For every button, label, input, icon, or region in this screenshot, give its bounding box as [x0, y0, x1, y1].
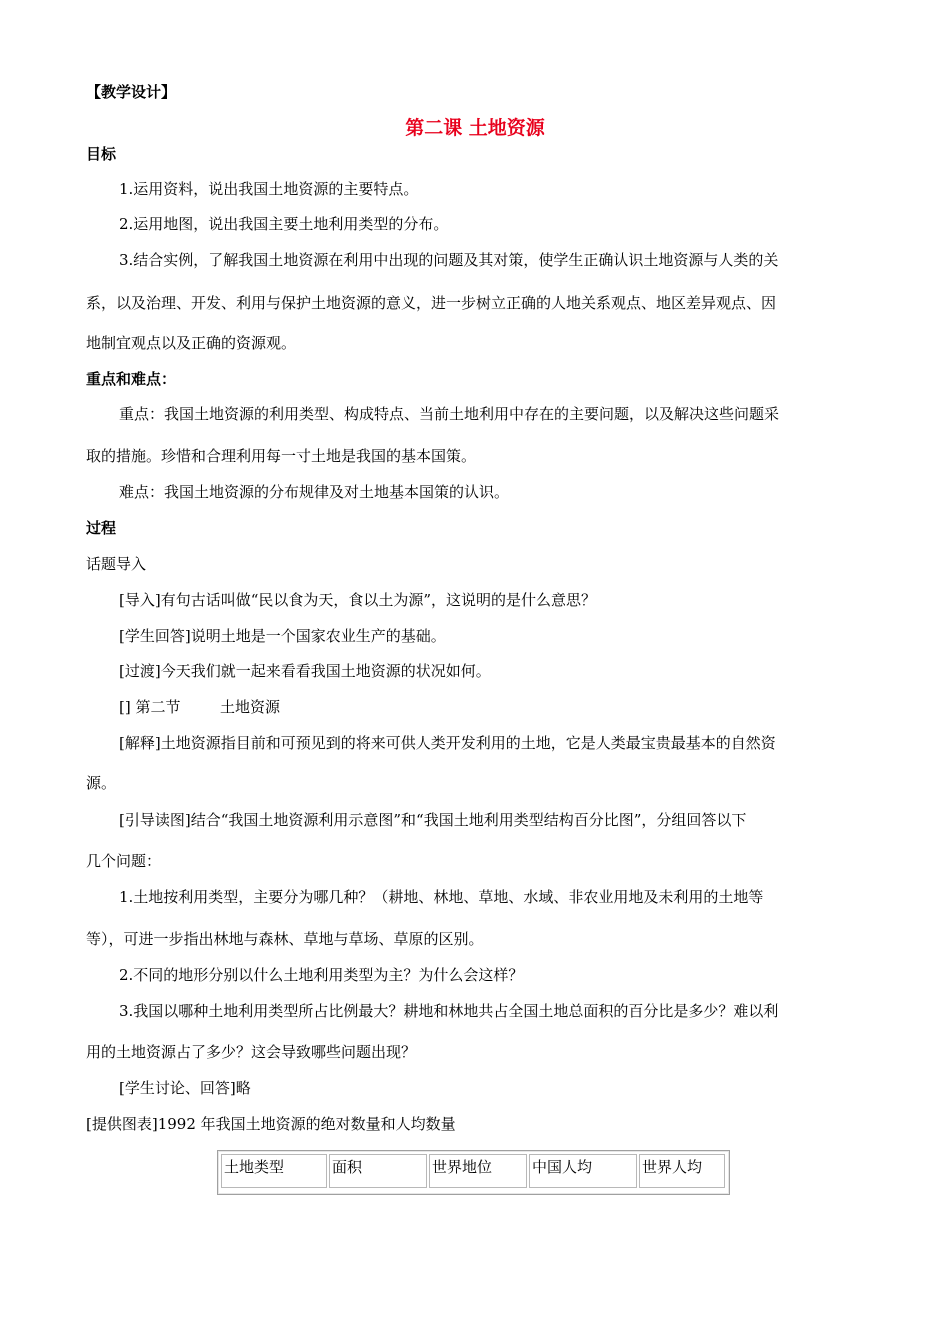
- table-header-cell: 中国人均: [529, 1154, 637, 1188]
- lead-in-line: [导入]有句古话叫做“民以食为天，食以土为源”，这说明的是什么意思？: [119, 591, 597, 609]
- land-resource-table: [217, 1150, 730, 1195]
- goal-item-line: 3.结合实例，了解我国土地资源在利用中出现的问题及其对策，使学生正确认识土地资源与人类的关: [119, 251, 779, 269]
- question-line: 1.土地按利用类型，主要分为哪几种？（耕地、林地、草地、水域、非农业用地及未利用的土地等: [119, 888, 764, 906]
- table-header-cell: 世界地位: [429, 1154, 527, 1188]
- explain-line: [解释]土地资源指目前和可预见到的将来可供人类开发利用的土地，它是人类最宝贵最基本的自然资: [119, 734, 776, 752]
- table-header-cell: 世界人均: [639, 1154, 725, 1188]
- question-line: 3.我国以哪种土地利用类型所占比例最大？耕地和林地共占全国土地总面积的百分比是多少？难以利: [119, 1002, 779, 1020]
- goal-item-line: 地制宜观点以及正确的资源观。: [86, 334, 297, 352]
- key-points-heading: 重点和难点：: [86, 370, 177, 388]
- explain-line: 源。: [86, 774, 117, 792]
- table-caption: [提供图表]1992 年我国土地资源的绝对数量和人均数量: [86, 1115, 456, 1133]
- focus-line: 重点：我国土地资源的利用类型、构成特点、当前土地利用中存在的主要问题，以及解决这些问题采: [119, 405, 780, 423]
- student-answer-line: [学生回答]说明土地是一个国家农业生产的基础。: [119, 627, 446, 645]
- process-intro: 话题导入: [86, 555, 147, 573]
- question-line: 用的土地资源占了多少？这会导致哪些问题出现？: [86, 1043, 417, 1061]
- guide-line: [引导读图]结合“我国土地资源利用示意图”和“我国土地利用类型结构百分比图”，分组回答以下: [119, 811, 747, 829]
- goals-heading: 目标: [86, 145, 117, 163]
- discussion-line: [学生讨论、回答]略: [119, 1079, 251, 1097]
- table-header-cell: 土地类型: [221, 1154, 327, 1188]
- goal-item-line: 系，以及治理、开发、利用与保护土地资源的意义，进一步树立正确的人地关系观点、地区差异观点、因: [86, 294, 777, 312]
- focus-line: 取的措施。珍惜和合理利用每一寸土地是我国的基本国策。: [86, 447, 477, 465]
- section-line: [] 第二节 土地资源: [119, 698, 281, 716]
- goal-item: 2.运用地图，说出我国主要土地利用类型的分布。: [119, 215, 449, 233]
- table-header-cell: 面积: [329, 1154, 427, 1188]
- transition-line: [过渡]今天我们就一起来看看我国土地资源的状况如何。: [119, 662, 491, 680]
- page-title: 第二课 土地资源: [405, 117, 545, 139]
- process-heading: 过程: [86, 519, 117, 537]
- question-line: 等），可进一步指出林地与森林、草地与草场、草原的区别。: [86, 930, 484, 948]
- question-line: 2.不同的地形分别以什么土地利用类型为主？为什么会这样？: [119, 966, 524, 984]
- guide-line: 几个问题：: [86, 852, 162, 870]
- goal-item: 1.运用资料，说出我国土地资源的主要特点。: [119, 180, 419, 198]
- difficulty-line: 难点：我国土地资源的分布规律及对土地基本国策的认识。: [119, 483, 510, 501]
- header-tag: 【教学设计】: [86, 83, 177, 101]
